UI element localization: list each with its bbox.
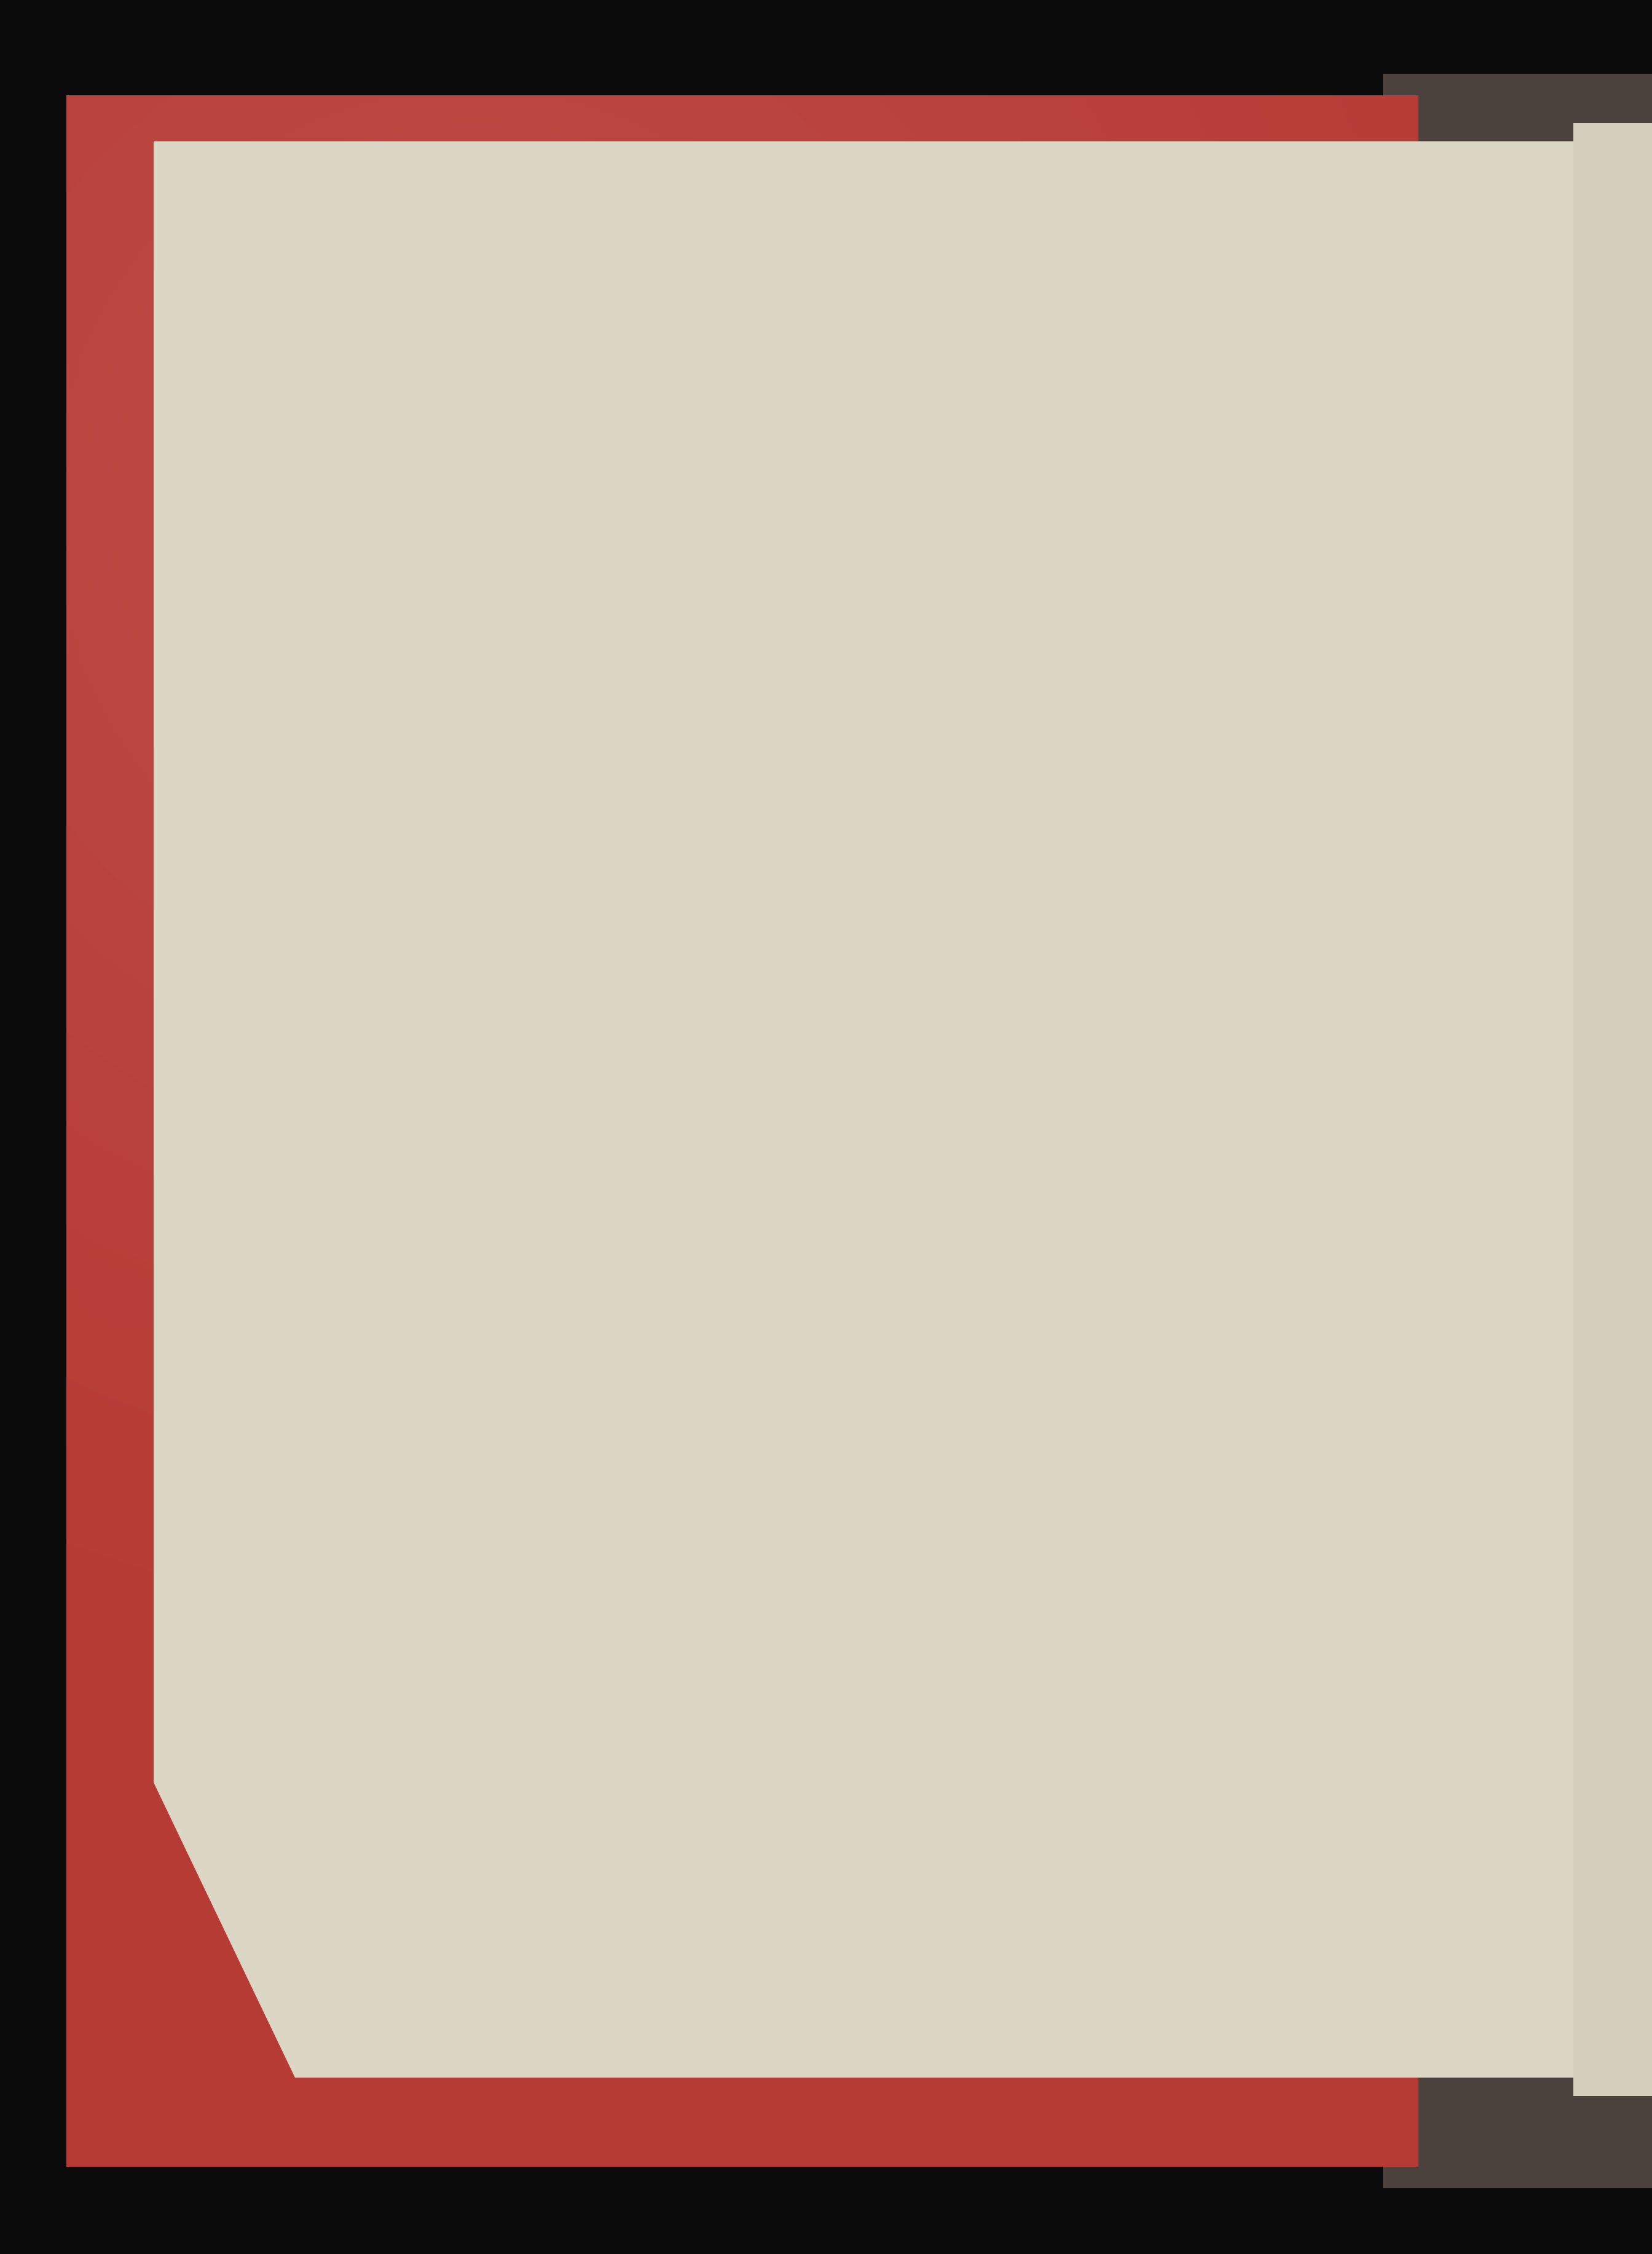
page — [154, 141, 1573, 2078]
page-folded-corner — [154, 1783, 295, 2078]
next-page-edge — [1573, 123, 1652, 2096]
